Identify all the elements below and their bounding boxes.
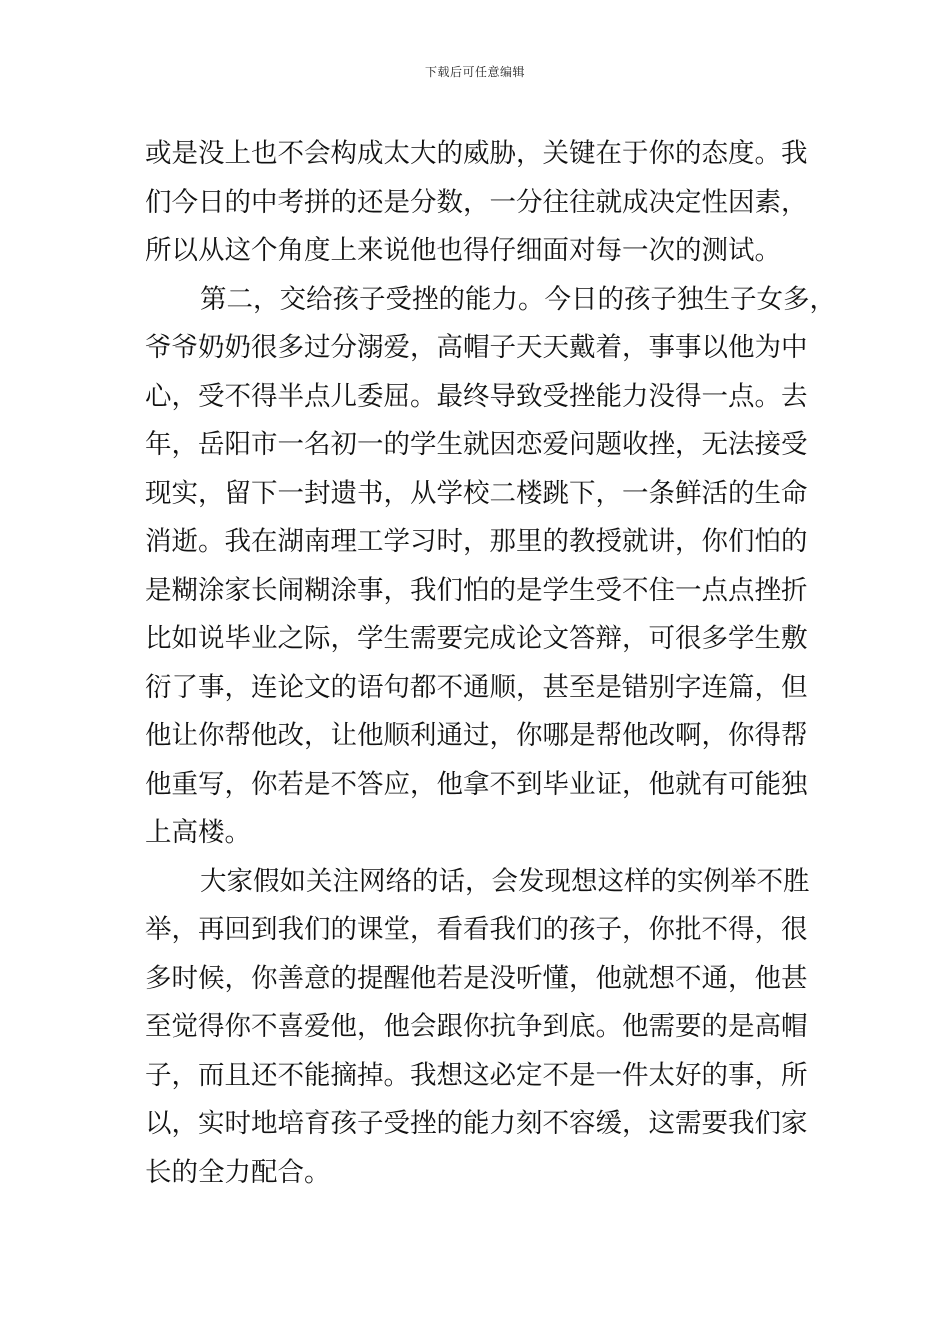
- text-line: 比如说毕业之际，学生需要完成论文答辩，可很多学生敷: [145, 623, 808, 654]
- text-line: 他让你帮他改，让他顺利通过，你哪是帮他改啊，你得帮: [145, 720, 808, 751]
- text-line: 心，受不得半点儿委屈。最终导致受挫能力没得一点。去: [145, 380, 808, 412]
- text-line: 上高楼。: [145, 817, 251, 848]
- page-header: 下载后可任意编辑: [424, 65, 525, 79]
- text-line: 现实，留下一封遗书，从学校二楼跳下，一条鲜活的生命: [145, 477, 808, 509]
- text-line: 或是没上也不会构成太大的威胁，关键在于你的态度。我: [145, 138, 808, 169]
- text-line: 年，岳阳市一名初一的学生就因恋爱问题收挫，无法接受: [145, 429, 808, 460]
- text-line: 衍了事，连论文的语句都不通顺，甚至是错别字连篇，但: [145, 671, 808, 703]
- text-line: 多时候，你善意的提醒他若是没听懂，他就想不通，他甚: [145, 962, 808, 994]
- text-line: 是糊涂家长闹糊涂事，我们怕的是学生受不住一点点挫折: [145, 574, 808, 606]
- text-line: 以，实时地培育孩子受挫的能力刻不容缓，这需要我们家: [145, 1108, 808, 1139]
- text-line: 所以从这个角度上来说他也得仔细面对每一次的测试。: [145, 235, 781, 266]
- text-line: 举，再回到我们的课堂，看看我们的孩子，你批不得，很: [145, 914, 808, 945]
- paragraph-start-line: 大家假如关注网络的话，会发现想这样的实例举不胜: [200, 865, 810, 897]
- text-line: 他重写，你若是不答应，他拿不到毕业证，他就有可能独: [145, 768, 808, 800]
- text-line: 们今日的中考拼的还是分数，一分往往就成决定性因素，: [145, 186, 808, 218]
- document-body: [145, 130, 836, 1197]
- text-line: 长的全力配合。: [145, 1156, 331, 1188]
- paragraph-start-line: 第二，交给孩子受挫的能力。今日的孩子独生子女多，: [200, 283, 836, 315]
- text-line: 子，而且还不能摘掉。我想这必定不是一件太好的事，所: [145, 1059, 808, 1091]
- text-line: 至觉得你不喜爱他，他会跟你抗争到底。他需要的是高帽: [145, 1011, 808, 1042]
- text-line: 消逝。我在湖南理工学习时，那里的教授就讲，你们怕的: [145, 526, 808, 557]
- text-line: 爷爷奶奶很多过分溺爱，高帽子天天戴着，事事以他为中: [145, 332, 808, 363]
